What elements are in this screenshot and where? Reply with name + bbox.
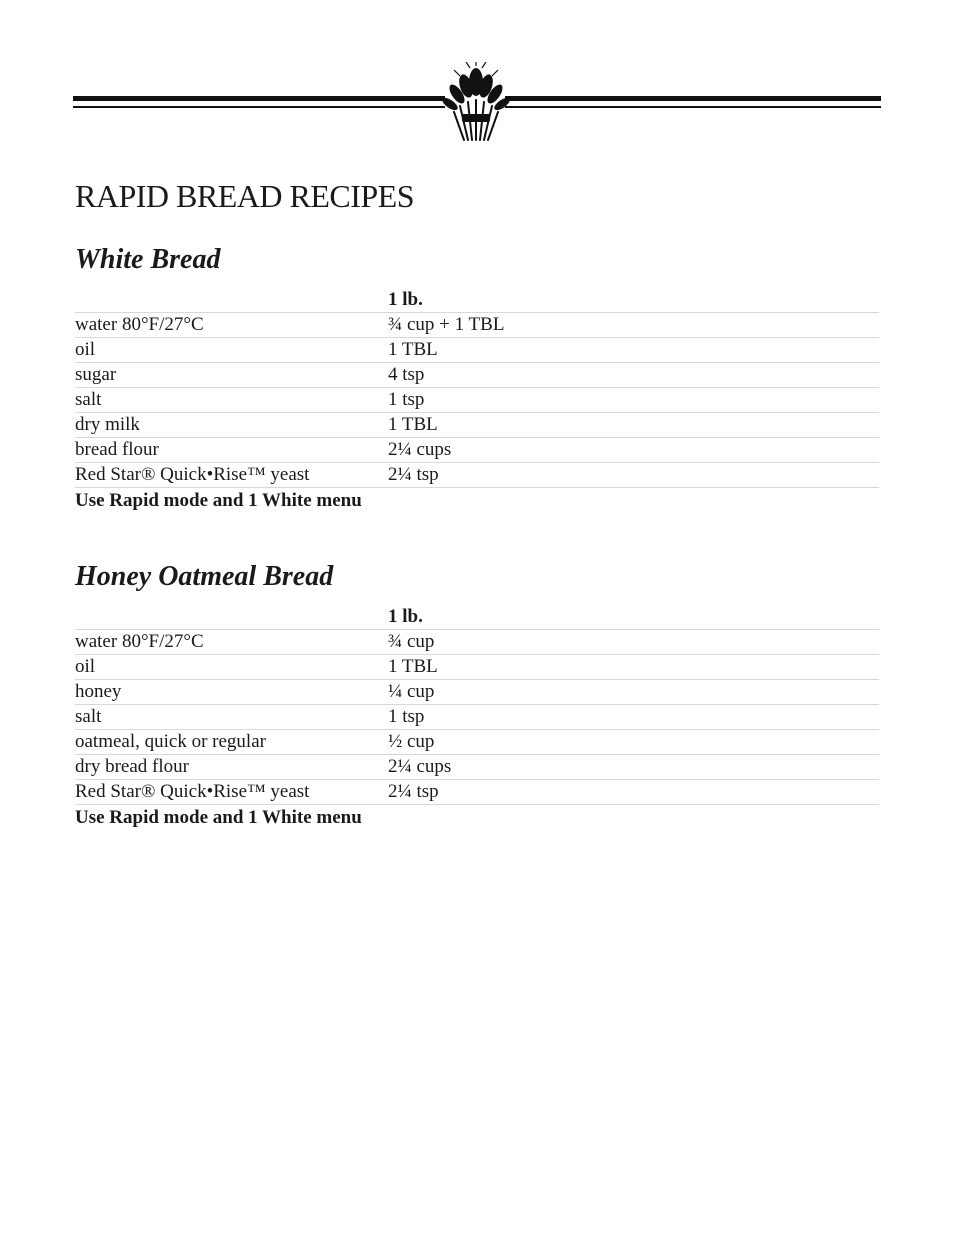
recipe-title: Honey Oatmeal Bread <box>75 561 334 592</box>
ingredient-amount: 2¼ tsp <box>388 781 439 802</box>
ingredient-amount: 1 TBL <box>388 339 438 360</box>
size-label: 1 lb. <box>388 606 423 627</box>
table-row <box>75 438 879 463</box>
table-header-row <box>75 288 879 313</box>
ingredient-name: Red Star® Quick•Rise™ yeast <box>75 464 310 485</box>
ingredient-amount: 1 tsp <box>388 389 425 410</box>
table-row <box>75 705 879 730</box>
ingredient-name: dry milk <box>75 414 140 435</box>
ingredient-name: salt <box>75 389 102 410</box>
ingredient-name: oil <box>75 656 96 677</box>
ingredient-name: oatmeal, quick or regular <box>75 731 266 752</box>
table-row <box>75 730 879 755</box>
table-row <box>75 680 879 705</box>
wheat-sheaf-icon <box>440 62 512 146</box>
ingredient-amount: 2¼ cups <box>388 756 452 777</box>
table-row <box>75 463 879 488</box>
ingredient-name: bread flour <box>75 439 159 460</box>
ingredient-name: sugar <box>75 364 117 385</box>
table-row <box>75 388 879 413</box>
table-row <box>75 630 879 655</box>
table-row <box>75 338 879 363</box>
table-row <box>75 313 879 338</box>
ingredient-name: water 80°F/27°C <box>75 314 204 335</box>
table-row <box>75 755 879 780</box>
page-title: RAPID BREAD RECIPES <box>75 178 414 214</box>
size-label: 1 lb. <box>388 289 423 310</box>
ingredient-amount: 1 TBL <box>388 656 438 677</box>
ingredient-amount: ¾ cup <box>388 631 435 652</box>
ingredient-amount: 1 TBL <box>388 414 438 435</box>
header-rule-left <box>73 96 445 110</box>
table-row <box>75 780 879 805</box>
ingredient-amount: ¾ cup + 1 TBL <box>388 314 505 335</box>
header-rule-right <box>505 96 881 110</box>
table-header-row <box>75 605 879 630</box>
ingredient-amount: ¼ cup <box>388 681 435 702</box>
ingredient-amount: 2¼ tsp <box>388 464 439 485</box>
recipe-title: White Bread <box>75 244 221 275</box>
recipe-honey-oatmeal-bread <box>75 559 879 829</box>
ingredient-name: water 80°F/27°C <box>75 631 204 652</box>
recipe-instructions: Use Rapid mode and 1 White menu <box>75 490 362 511</box>
ingredient-amount: 1 tsp <box>388 706 425 727</box>
table-row <box>75 363 879 388</box>
recipe-white-bread <box>75 242 879 512</box>
ingredient-name: dry bread flour <box>75 756 189 777</box>
ingredient-amount: ½ cup <box>388 731 435 752</box>
recipe-instructions: Use Rapid mode and 1 White menu <box>75 807 362 828</box>
ingredient-name: Red Star® Quick•Rise™ yeast <box>75 781 310 802</box>
ingredient-amount: 2¼ cups <box>388 439 452 460</box>
table-row <box>75 413 879 438</box>
ingredient-name: salt <box>75 706 102 727</box>
ingredient-name: honey <box>75 681 122 702</box>
table-row <box>75 655 879 680</box>
ingredient-amount: 4 tsp <box>388 364 425 385</box>
ingredient-name: oil <box>75 339 96 360</box>
